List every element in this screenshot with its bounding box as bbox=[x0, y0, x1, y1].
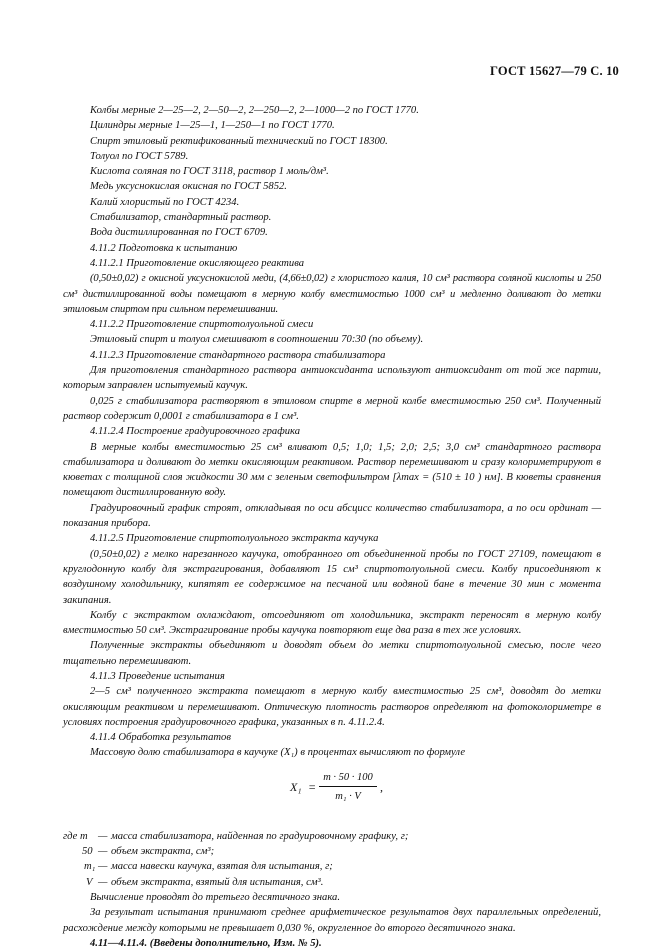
section-heading: 4.11.2.2 Приготовление спиртотолуольной смеси bbox=[90, 319, 314, 331]
section-heading: 4.11.2.3 Приготовление стандартного раствора стабилизатора bbox=[90, 349, 386, 361]
paragraph: 2—5 см³ полученного экстракта помещают в мерную колбу вместимостью 25 см³, доводят до метки окисляющим реактивом и перемешивают. Оптическую плотность растворов определяют на фотоколориметре в условиях построения градуировочного графика, указанных в п. 4.11.2.4. bbox=[63, 686, 601, 728]
definition-item bbox=[63, 875, 601, 890]
definition-text: объем экстракта, см³; bbox=[111, 846, 215, 858]
document-body bbox=[63, 103, 601, 951]
paragraph: Вычисление проводят до третьего десятичного знака. bbox=[90, 891, 340, 903]
page-header: ГОСТ 15627—79 С. 10 bbox=[490, 64, 619, 78]
paragraph: Колбу с экстрактом охлаждают, отсоединяют от холодильника, экстракт переносят в мерную колбу вместимостью 50 см³. Экстрагирование пробы каучука повторяют еще два раза в тех же условиях. bbox=[63, 609, 601, 637]
section-heading: 4.11.3 Проведение испытания bbox=[90, 670, 225, 682]
paragraph: Толуол по ГОСТ 5789. bbox=[90, 150, 189, 162]
formula bbox=[63, 767, 601, 811]
definition-symbol: V bbox=[86, 876, 93, 888]
paragraph: (0,50±0,02) г окисной уксуснокислой меди, (4,66±0,02) г хлористого калия, 10 см³ раствора соляной кислоты и 250 см³ дистиллированной воды помещают в мерную колбу вместимостью 1000 см³ и медленно доливают до метки этиловым спиртом при сильном перемешивании. bbox=[63, 273, 601, 315]
paragraph: Вода дистиллированная по ГОСТ 6709. bbox=[90, 227, 268, 239]
section-heading: 4.11.2.4 Построение градуировочного графика bbox=[90, 426, 301, 438]
formula-comma: , bbox=[380, 779, 383, 794]
paragraph: 0,025 г стабилизатора растворяют в этиловом спирте в мерной колбе вместимостью 250 см³. Полученный раствор содержит 0,0001 г стабилизатора в 1 см³. bbox=[63, 395, 601, 422]
section-heading: 4.11.2.1 Приготовление окисляющего реактива bbox=[90, 257, 305, 269]
formula-lhs: X₁ bbox=[290, 779, 302, 794]
definition-text: масса стабилизатора, найденная по градуировочному графику, г; bbox=[111, 830, 409, 842]
definition-symbol: 50 bbox=[82, 846, 93, 858]
amendment-note: 4.11—4.11.4. (Введены дополнительно, Изм. № 5). bbox=[90, 937, 322, 949]
definition-text: объем экстракта, взятый для испытания, см³. bbox=[111, 876, 324, 888]
paragraph: Цилиндры мерные 1—25—1, 1—250—1 по ГОСТ 1770. bbox=[90, 120, 335, 132]
definition-item bbox=[63, 859, 601, 874]
paragraph: Этиловый спирт и толуол смешивают в соотношении 70:30 (по объему). bbox=[90, 334, 424, 346]
paragraph: Калий хлористый по ГОСТ 4234. bbox=[90, 196, 240, 208]
paragraph: Колбы мерные 2—25—2, 2—50—2, 2—250—2, 2—1000—2 по ГОСТ 1770. bbox=[90, 105, 419, 116]
paragraph: Полученные экстракты объединяют и доводят объем до метки спиртотолуольной смесью, после чего тщательно перемешивают. bbox=[63, 640, 601, 667]
paragraph: В мерные колбы вместимостью 25 см³ вливают 0,5; 1,0; 1,5; 2,0; 2,5; 3,0 см³ стандартного раствора стабилизатора и доливают до метки окисляющим реактивом. Раствор перемешивают и сразу колориметрируют в кюветах с толщиной слоя жидкости 30 мм с зеленым светофильтром [λmax = (510 ± 10 ) нм]. В кюветы сравнения помещают дистиллированную воду. bbox=[63, 441, 601, 499]
formula-numerator: m · 50 · 100 bbox=[323, 771, 373, 783]
paragraph: За результат испытания принимают среднее арифметическое результатов двух параллельных определений, расхождение между которыми не превышает 0,030 %, округленное до второго десятичного знака. bbox=[63, 907, 601, 934]
definition-text: масса навески каучука, взятая для испытания, г; bbox=[111, 861, 333, 873]
paragraph: Стабилизатор, стандартный раствор. bbox=[90, 212, 272, 224]
formula-equals: = bbox=[308, 779, 317, 794]
definitions-list bbox=[63, 829, 601, 890]
definition-dash: — bbox=[98, 830, 108, 842]
formula-denominator: m₁ · V bbox=[335, 790, 361, 802]
paragraph: Градуировочный график строят, откладывая по оси абсцисс количество стабилизатора, а по оси ординат — показания прибора. bbox=[63, 502, 601, 530]
definition-item bbox=[63, 829, 601, 844]
paragraph: Кислота соляная по ГОСТ 3118, раствор 1 моль/дм³. bbox=[90, 166, 329, 178]
definition-symbol: m₁ bbox=[84, 861, 96, 873]
definition-item bbox=[63, 844, 601, 859]
paragraph: (0,50±0,02) г мелко нарезанного каучука, отобранного от объединенной пробы по ГОСТ 27109, помещают в круглодонную колбу для экстрагирования, добавляют 15 см³ спиртотолуольной смеси. Колбу присоединяют к воздушному холодильнику, кипятят ее содержимое на песчаной или водяной бане в течение 30 мин с момента закипания. bbox=[63, 548, 601, 606]
formula-fraction-bar bbox=[319, 786, 377, 787]
section-heading: 4.11.2.5 Приготовление спиртотолуольного экстракта каучука bbox=[90, 533, 379, 545]
definition-dash: — bbox=[98, 861, 108, 873]
definition-dash: — bbox=[98, 876, 108, 888]
paragraph: Медь уксуснокислая окисная по ГОСТ 5852. bbox=[90, 181, 287, 193]
definition-dash: — bbox=[98, 846, 108, 858]
paragraph: Спирт этиловый ректификованный технический по ГОСТ 18300. bbox=[90, 135, 388, 147]
section-heading: 4.11.2 Подготовка к испытанию bbox=[90, 242, 238, 254]
section-heading: 4.11.4 Обработка результатов bbox=[90, 732, 231, 744]
paragraph: Для приготовления стандартного раствора антиоксиданта используют антиоксидант от той же партии, которым заправлен испытуемый каучук. bbox=[63, 365, 601, 392]
paragraph: Массовую долю стабилизатора в каучуке (X₁) в процентах вычисляют по формуле bbox=[90, 747, 466, 759]
definition-symbol: где m bbox=[63, 830, 88, 842]
